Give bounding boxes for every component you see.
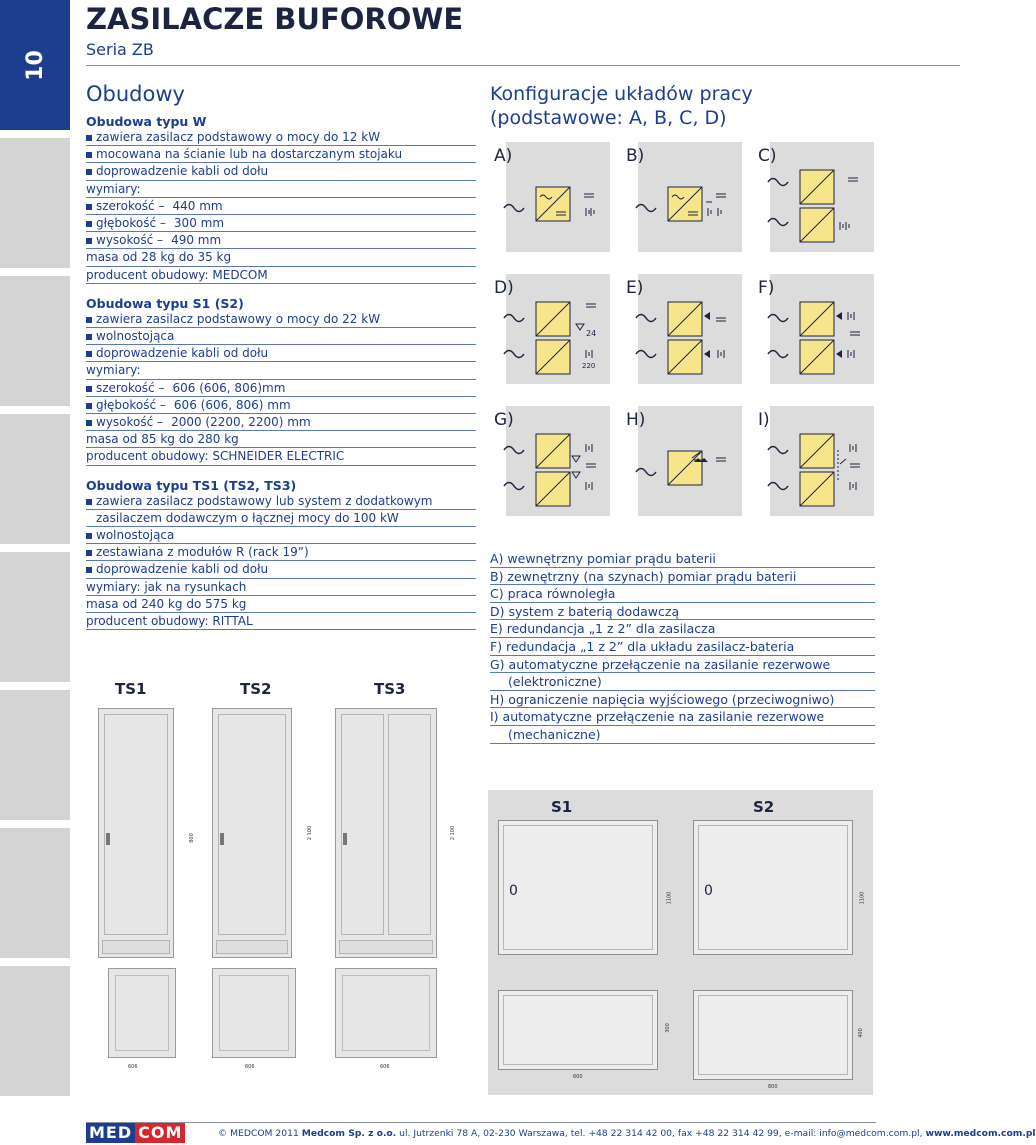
legend-item-cont: (mechaniczne) [490, 726, 875, 744]
legend-item: H) ograniczenie napięcia wyjściowego (przeciwogniwo) [490, 691, 875, 709]
dim-label: 800 [768, 1084, 778, 1090]
s2-label: S2 [753, 798, 775, 816]
footer-divider [86, 1122, 876, 1123]
s1-bullet: zawiera zasilacz podstawowy o mocy do 22 kW [86, 311, 476, 328]
s2-cabinet-top [693, 990, 853, 1080]
ts1-bullet: zestawiana z modułów R (rack 19”) [86, 544, 476, 561]
footer-address: ul. Jutrzenki 78 A, 02-230 Warszawa, tel. +48 22 314 42 00, fax +48 22 314 42 99, e-mail: info@medcom.com.pl, [399, 1128, 923, 1139]
w-masa: masa od 28 kg do 35 kg [86, 249, 476, 266]
w-producent: producent obudowy: MEDCOM [86, 267, 476, 284]
legend-item: D) system z baterią dodawczą [490, 603, 875, 621]
value-220: 220 [582, 362, 596, 370]
config-g-schematic [490, 406, 610, 526]
obudowy-section [86, 82, 476, 630]
w-dim-row: wysokość – 490 mm [86, 232, 476, 249]
side-tab-active[interactable] [0, 0, 70, 130]
dim-label: 1100 [666, 891, 673, 905]
config-label: I) [758, 410, 770, 430]
dim-label: 2 100 [450, 825, 457, 841]
dim-value: 300 mm [173, 216, 225, 231]
dim-label: 606 [128, 1064, 138, 1070]
dim-name: szerokość [96, 380, 155, 395]
dim-label: 1100 [859, 891, 866, 905]
config-a [490, 142, 610, 262]
config-d [490, 274, 610, 394]
konfiguracje-section [490, 82, 875, 130]
legend-item: E) redundancja „1 z 2” dla zasilacza [490, 620, 875, 638]
medcom-logo [86, 1123, 185, 1143]
w-dim-row: szerokość – 440 mm [86, 198, 476, 215]
s1-masa: masa od 85 kg do 280 kg [86, 431, 476, 448]
config-label: G) [494, 410, 514, 430]
config-i [754, 406, 874, 526]
side-tab[interactable] [0, 276, 70, 406]
config-label: A) [494, 146, 513, 166]
ts1-label: TS1 [115, 680, 147, 698]
side-tab[interactable] [0, 828, 70, 958]
s1-bullet: doprowadzenie kabli od dołu [86, 345, 476, 362]
header-divider [86, 65, 960, 66]
legend-item: A) wewnętrzny pomiar prądu baterii [490, 550, 875, 568]
side-tab-bar [0, 0, 70, 1145]
dim-name: wysokość [96, 415, 154, 430]
legend-item: C) praca równoległa [490, 585, 875, 603]
ts1-masa: masa od 240 kg do 575 kg [86, 596, 476, 613]
config-f-schematic [754, 274, 874, 394]
config-c [754, 142, 874, 262]
config-label: B) [626, 146, 645, 166]
ts1-bullet: doprowadzenie kabli od dołu [86, 561, 476, 578]
s1-producent: producent obudowy: SCHNEIDER ELECTRIC [86, 448, 476, 465]
ts1-producent: producent obudowy: RITTAL [86, 613, 476, 630]
side-tab[interactable] [0, 966, 70, 1096]
s1-dim-row: głębokość – 606 (606, 806) mm [86, 397, 476, 414]
s2-handle: 0 [704, 883, 713, 899]
config-d-schematic [490, 274, 610, 394]
dim-value: 606 (606, 806)mm [172, 380, 286, 395]
ts1-bullet: wolnostojąca [86, 527, 476, 544]
config-g [490, 406, 610, 526]
s-drawings-panel [488, 790, 873, 1095]
w-bullet: doprowadzenie kabli od dołu [86, 163, 476, 180]
w-title: Obudowa typu W [86, 114, 207, 129]
page-number: 10 [22, 49, 48, 81]
dim-label: 400 [857, 1028, 864, 1038]
s1-cabinet-front [498, 820, 658, 955]
config-e [622, 274, 742, 394]
legend-item-cont: (elektroniczne) [490, 673, 875, 691]
dim-label: 800 [188, 833, 195, 843]
w-dim-row: głębokość – 300 mm [86, 215, 476, 232]
ts2-cabinet-front [212, 708, 292, 958]
config-c-schematic [754, 142, 874, 262]
ts1-wymiary: wymiary: jak na rysunkach [86, 579, 476, 596]
legend-item: G) automatyczne przełączenie na zasilanie rezerwowe [490, 656, 875, 674]
ts1-cabinet-front [98, 708, 174, 958]
config-e-schematic [622, 274, 742, 394]
konfiguracje-subheading: (podstawowe: A, B, C, D) [490, 107, 727, 129]
value-24: 24 [586, 329, 597, 338]
config-label: D) [494, 278, 514, 298]
dim-label: 2 100 [307, 825, 314, 841]
s1-label: S1 [551, 798, 573, 816]
dim-value: 440 mm [172, 198, 223, 213]
ts1-title: Obudowa typu TS1 (TS2, TS3) [86, 477, 297, 493]
ts2-label: TS2 [240, 680, 272, 698]
config-b [622, 142, 742, 262]
section-heading: Obudowy [86, 82, 185, 106]
footer-website[interactable]: www.medcom.com.pl [925, 1128, 1036, 1139]
s1-dim-row: wysokość – 2000 (2200, 2200) mm [86, 414, 476, 431]
footer-copyright: © MEDCOM 2011 [218, 1128, 299, 1139]
config-label: E) [626, 278, 644, 298]
footer-company: Medcom Sp. z o.o. [301, 1128, 397, 1139]
dim-label: 300 [664, 1023, 671, 1033]
ts1-bullet-cont: zasilaczem dodawczym o łącznej mocy do 100 kW [86, 510, 476, 527]
dim-label: 606 [245, 1064, 255, 1070]
dim-value: 2000 (2200, 2200) mm [171, 415, 311, 430]
konfiguracje-heading: Konfiguracje układów pracy [490, 83, 753, 105]
w-bullet: zawiera zasilacz podstawowy o mocy do 12 kW [86, 129, 476, 146]
s1-handle: 0 [509, 883, 518, 899]
ts1-bullet: zawiera zasilacz podstawowy lub system z dodatkowym [86, 493, 476, 510]
dim-label: 606 [380, 1064, 390, 1070]
w-wymiary-label: wymiary: [86, 181, 476, 198]
config-b-schematic [622, 142, 742, 262]
s2-cabinet-front [693, 820, 853, 955]
page-subtitle: Seria ZB [86, 40, 154, 59]
ts1-cabinet-top [108, 968, 176, 1058]
logo-text-left: MED [86, 1123, 135, 1143]
w-bullet: mocowana na ścianie lub na dostarczanym stojaku [86, 146, 476, 163]
side-tab[interactable] [0, 138, 70, 268]
config-diagram-grid [490, 142, 880, 532]
side-tab[interactable] [0, 414, 70, 544]
ts3-label: TS3 [374, 680, 406, 698]
config-label: H) [626, 410, 646, 430]
legend-item: I) automatyczne przełączenie na zasilanie rezerwowe [490, 708, 875, 726]
footer-text [218, 1128, 1036, 1139]
dim-value: 490 mm [171, 233, 222, 248]
config-label: F) [758, 278, 775, 298]
ts3-cabinet-front [335, 708, 437, 958]
dim-value: 606 (606, 806) mm [173, 397, 291, 412]
dim-name: głębokość [96, 216, 157, 231]
dim-name: głębokość [96, 397, 157, 412]
config-legend [490, 550, 875, 744]
config-h [622, 406, 742, 526]
config-label: C) [758, 146, 777, 166]
legend-item: B) zewnętrzny (na szynach) pomiar prądu baterii [490, 568, 875, 586]
dim-name: wysokość [96, 233, 154, 248]
s1-bullet: wolnostojąca [86, 328, 476, 345]
side-tab[interactable] [0, 552, 70, 682]
s1-title: Obudowa typu S1 (S2) [86, 295, 244, 311]
config-h-schematic [622, 406, 742, 526]
ts3-cabinet-top [335, 968, 437, 1058]
config-i-schematic [754, 406, 874, 526]
page-title: ZASILACZE BUFOROWE [86, 2, 464, 36]
dim-name: szerokość [96, 198, 155, 213]
ts2-cabinet-top [212, 968, 296, 1058]
config-a-schematic [490, 142, 610, 262]
side-tab[interactable] [0, 690, 70, 820]
s1-cabinet-top [498, 990, 658, 1070]
legend-item: F) redundacja „1 z 2” dla układu zasilacz-bateria [490, 638, 875, 656]
s1-dim-row: szerokość – 606 (606, 806)mm [86, 380, 476, 397]
dim-label: 600 [573, 1074, 583, 1080]
logo-text-right: COM [135, 1123, 185, 1143]
config-f [754, 274, 874, 394]
s1-wymiary-label: wymiary: [86, 362, 476, 379]
